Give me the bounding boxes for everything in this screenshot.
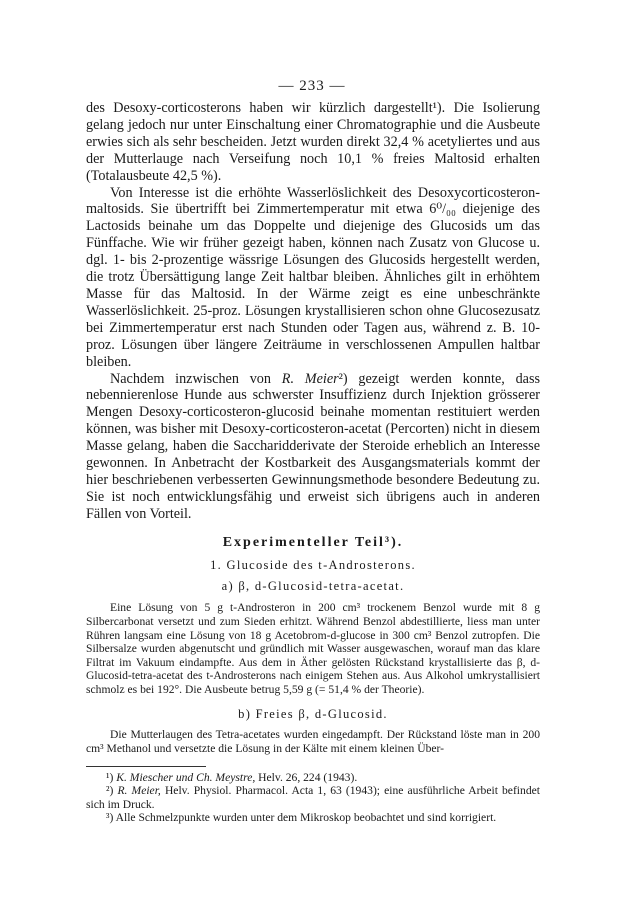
page-number: — 233 — xyxy=(278,78,346,94)
footnote-1-number: ¹) xyxy=(106,770,114,784)
footnote-1-authors: K. Miescher und Ch. Meystre, xyxy=(116,770,256,784)
footnote-2-authors: R. Meier, xyxy=(117,784,161,798)
experimental-text-a: Eine Lösung von 5 g t-Androsteron in 200 cm³ trockenem Benzol wurde mit 8 g Silbercarbonat versetzt und zum Sieden erhitzt. Während Benzol abdestillierte, liess man unter Rühren langsam eine Lösung von 18 g Acetobrom-d-glucose in 300 cm³ Benzol zutropfen. Die Silbersalze wurden abgenutscht und gründlich mit Wasser ausgewaschen, worauf man das klare Filtrat im Vakuum eindampfte. Aus dem in Äther gelösten Rückstand krystallisierte das β, d-Glucosid-tetra-acetat des t-Androsterons nach einigem Stehen aus. Aus Alkohol umkrystallisiert schmolz es bei 192°. Die Ausbeute betrug 5,59 g (= 51,4 % der Theorie). xyxy=(86,601,540,696)
paragraph-1: des Desoxy-corticosterons haben wir kürzlich dargestellt¹). Die Isolierung gelang jedoch nur unter Einschaltung einer Chromatographie und die Ausbeute erwies sich als sehr bescheiden. Jetzt wurden direkt 32,4 % acetyliertes und aus der Mutterlauge nach Verseifung noch 10,1 % freies Maltosid erhalten (Totalausbeute 42,5 %). xyxy=(86,100,540,184)
footnote-1-citation: Helv. 26, 224 (1943). xyxy=(258,770,358,784)
footnote-3 xyxy=(86,811,540,825)
footnote-2-citation: Helv. Physiol. Pharmacol. Acta 1, 63 (1943); eine ausführliche Arbeit befindet sich im Druck. xyxy=(86,784,540,811)
subsection-heading-b: b) Freies β, d-Glucosid. xyxy=(238,706,388,721)
paragraph-2: Von Interesse ist die erhöhte Wasserlöslichkeit des Desoxycorticosteron-maltosids. Sie übertrifft bei Zimmertemperatur mit etwa 6⁰/₀₀ diejenige des Lactosids beinahe um das Doppelte und diejenige des Glucosids um das Fünffache. Wie wir früher gezeigt haben, können nach Zusatz von Glucose u. dgl. 1- bis 2-prozentige wässrige Lösungen des Glucosids hergestellt werden, die trotz Übersättigung lange Zeit haltbar bleiben. Ähnliches gilt in erhöhtem Masse für das Maltosid. In der Wärme zeigt es eine unbeschränkte Wasserlöslichkeit. 25-proz. Lösungen krystallisieren schon ohne Glucosezusatz bei Zimmertemperatur erst nach Stunden oder Tagen aus, während z. B. 10-proz. Lösungen über längere Zeiträume in verschlossenen Ampullen haltbar bleiben. xyxy=(86,184,540,370)
experimental-text-b-block xyxy=(86,728,540,755)
experimental-text-a-block xyxy=(86,601,540,696)
footnote-2-number: ²) xyxy=(106,784,114,798)
footnote-3-number: ³) xyxy=(106,811,114,825)
footnote-2 xyxy=(86,784,540,811)
footnote-divider xyxy=(86,766,206,767)
footnote-1 xyxy=(86,771,540,785)
experimental-heading: Experimenteller Teil³). xyxy=(222,534,404,550)
paragraph-3 xyxy=(86,371,540,523)
subsection-heading-a: a) β, d-Glucosid-tetra-acetat. xyxy=(221,579,405,594)
author-reference: R. Meier xyxy=(281,370,339,387)
footnotes xyxy=(86,771,540,825)
footnote-3-text: Alle Schmelzpunkte wurden unter dem Mikroskop beobachtet und sind korrigiert. xyxy=(115,811,497,825)
paragraph-3-start: Nachdem inzwischen von xyxy=(110,370,282,387)
section-heading-1: 1. Glucoside des t-Androsterons. xyxy=(210,557,416,572)
experimental-text-b: Die Mutterlaugen des Tetra-acetates wurden eingedampft. Der Rückstand löste man in 200 cm³ Methanol und versetzte die Lösung in der Kälte mit einem kleinen Über- xyxy=(86,728,540,756)
paragraph-3-rest: ²) gezeigt werden konnte, dass nebennierenlose Hunde aus schwerster Insuffizienz durch Injektion grösserer Mengen Desoxy-corticosteron-glucosid beinahe momentan restituiert werden können, was bisher mit Desoxy-corticosteron-acetat (Percorten) nicht in diesem Masse gelang, haben die Saccharidderivate der Steroide erheblich an Interesse gewonnen. In Anbetracht der Kostbarkeit des Ausgangsmaterials kommt der hier beschriebenen verbesserten Gewinnungsmethode besondere Bedeutung zu. Sie ist noch entwicklungsfähig und erweist sich übrigens auch in anderen Fällen von Vorteil. xyxy=(86,370,540,522)
main-text xyxy=(86,100,540,825)
